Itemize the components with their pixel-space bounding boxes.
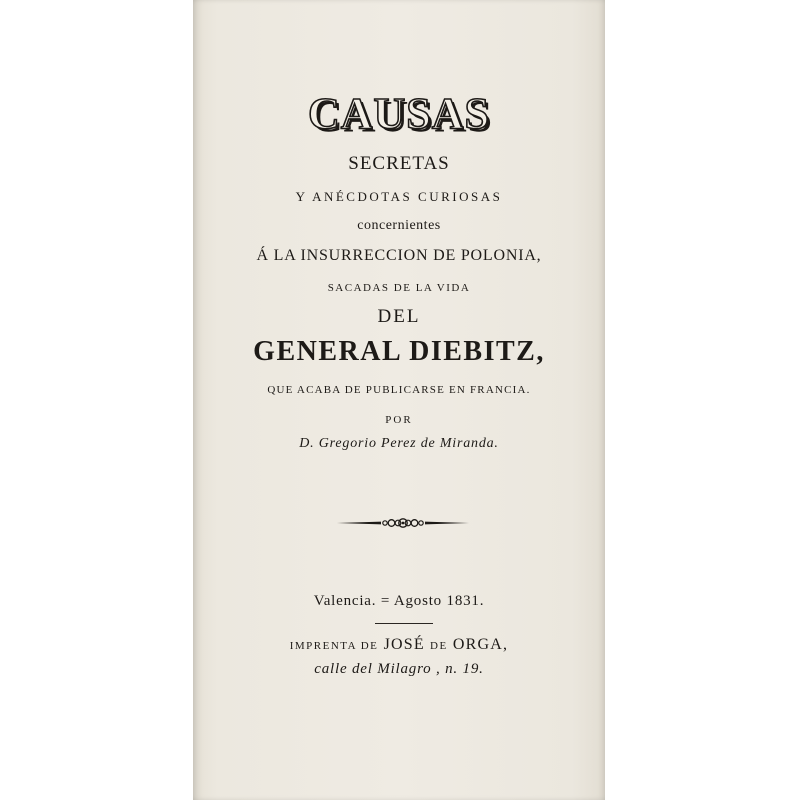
subject-name: GENERAL DIEBITZ,: [253, 336, 545, 367]
title-page-content: [193, 0, 605, 800]
subtitle-insurreccion: Á LA INSURRECCION DE POLONIA,: [256, 247, 542, 264]
imprint-line: [193, 636, 605, 654]
book-title: CAUSAS: [307, 89, 491, 138]
subtitle-del: DEL: [377, 306, 421, 327]
subtitle-concernientes: concernientes: [357, 218, 441, 233]
place-and-date: Valencia. = Agosto 1831.: [313, 593, 485, 609]
imprint-name-last: ORGA,: [452, 636, 509, 653]
subtitle-secretas: SECRETAS: [348, 153, 450, 174]
book-page: [193, 0, 605, 800]
ornament-rule-icon: [335, 513, 471, 533]
imprint-name-first: JOSÉ: [383, 636, 425, 653]
printer-address: calle del Milagro , n. 19.: [314, 661, 484, 677]
by-line-label: POR: [385, 414, 413, 426]
subtitle-sacadas: SACADAS DE LA VIDA: [327, 282, 471, 294]
imprint-de: DE: [430, 640, 448, 652]
subtitle-anecdotas: Y ANÉCDOTAS CURIOSAS: [295, 189, 503, 204]
author-name: D. Gregorio Perez de Miranda.: [299, 436, 499, 451]
imprint-prefix: IMPRENTA DE: [289, 640, 379, 652]
divider-rule: [375, 623, 433, 624]
subtitle-publicarse: QUE ACABA DE PUBLICARSE EN FRANCIA.: [267, 384, 531, 396]
